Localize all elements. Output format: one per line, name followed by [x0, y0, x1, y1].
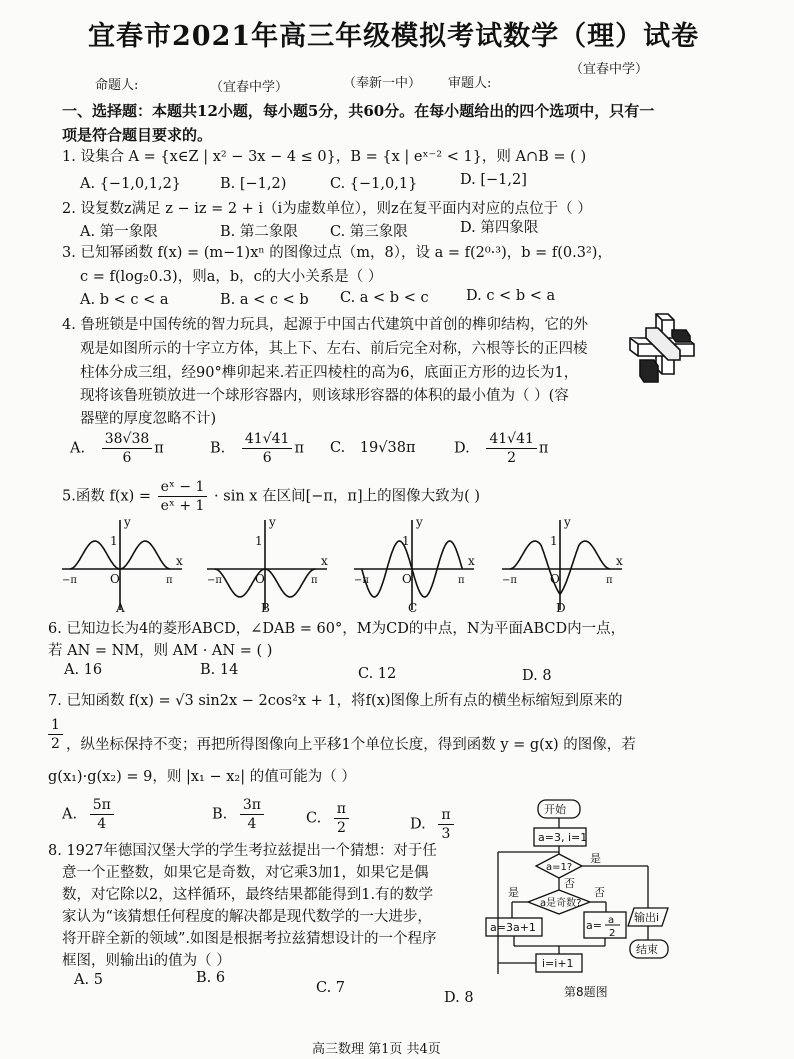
- flow-caption: 第8题图: [564, 985, 608, 999]
- graph-pos-pi-label: π: [458, 575, 465, 586]
- page-title: 宜春市2021年高三年级模拟考试数学（理）试卷: [88, 21, 700, 52]
- q2-option-c: C. 第三象限: [330, 224, 408, 240]
- graph-neg-pi-label: −π: [354, 575, 369, 586]
- q6-option-d: D. 8: [522, 668, 552, 684]
- question-4-line-4: 现将该鲁班锁放进一个球形容器内，则该球形容器的体积的最小值为（ ）(容: [80, 388, 569, 404]
- flow-output-label: 输出i: [634, 911, 660, 924]
- graph-pos-pi-label: π: [311, 575, 318, 586]
- q3-option-d: D. c < b < a: [466, 288, 556, 304]
- graph-pos-pi-label: π: [606, 575, 613, 586]
- luban-lock-figure: [628, 312, 698, 384]
- q1-option-a: A. {−1,0,1,2}: [80, 176, 182, 192]
- q3-option-c: C. a < b < c: [340, 290, 429, 306]
- question-5: 5.函数 f(x) = $\frac{\text{eˣ − 1}}{\text{eˣ + 1}}$ · sin x 在区间[−π，π]上的图像大致为( ): [62, 479, 481, 514]
- question-8-line-4: 家认为“该猜想任何程度的解决都是现代数学的一大进步，: [62, 909, 432, 925]
- graph-origin-label: O: [110, 572, 120, 586]
- graph-x-label: x: [468, 554, 475, 568]
- graph-tick-one: 1: [110, 534, 118, 548]
- graph-option-label: D: [556, 601, 566, 615]
- graph-neg-pi-label: −π: [62, 575, 77, 586]
- question-4-line-1: 4. 鲁班锁是中国传统的智力玩具，起源于中国古代建筑中首创的榫卯结构，它的外: [62, 317, 588, 333]
- graph-origin-label: O: [402, 572, 412, 586]
- q7-option-d: D. $\frac{\pi}{3}$: [410, 806, 456, 843]
- question-3: 3. 已知幂函数 f(x) = (m−1)xⁿ 的图像过点（m，8），设 a = f(2⁰·³)，b = f(0.3²)，: [62, 245, 612, 261]
- question-4-line-3: 柱体分成三组，经90°榫卯起来.若正四棱柱的高为6，底面正方形的边长为1，: [80, 365, 579, 381]
- question-7-cont-2: g(x₁)·g(x₂) = 9，则 |x₁ − x₂| 的值可能为（ ）: [48, 769, 356, 785]
- graph-x-label: x: [176, 554, 183, 568]
- section-heading: 一、选择题：本题共12小题，每小题5分，共60分。在每小题给出的四个选项中，只有一: [62, 102, 655, 120]
- question-6: 6. 已知边长为4的菱形ABCD，∠DAB = 60°，M为CD的中点，N为平面ABCD内一点，: [48, 621, 626, 637]
- question-4-line-2: 观是如图所示的十字立方体，其上下、左右、前后完全对称，六根等长的正四棱: [80, 341, 588, 357]
- graph-tick-one: 1: [255, 534, 263, 548]
- flow-end-label: 结束: [636, 943, 658, 956]
- q8-option-a: A. 5: [74, 972, 103, 988]
- q6-option-b: B. 14: [200, 662, 239, 678]
- q1-option-c: C. {−1,0,1}: [330, 176, 418, 192]
- proposer-school-2: （奉新一中）: [343, 76, 422, 91]
- q8-option-b: B. 6: [196, 970, 226, 986]
- flow-yes-label-2: 是: [508, 886, 519, 899]
- graph-origin-label: O: [255, 572, 265, 586]
- q8-option-c: C. 7: [316, 980, 346, 996]
- page-footer: 高三数理 第1页 共4页: [312, 1042, 441, 1057]
- flow-even-label: a=: [586, 919, 602, 932]
- flow-cond2-label: a是奇数?: [540, 898, 582, 909]
- q1-option-d: D. [−1,2]: [460, 172, 527, 188]
- q7-option-b: B. $\frac{3\pi}{4}$: [212, 796, 266, 833]
- q7-option-c: C. $\frac{\pi}{2}$: [306, 800, 351, 837]
- question-8-line-3: 数，对它除以2，这样循环，最终结果都能得到1.有的数学: [62, 887, 434, 903]
- graph-origin-label: O: [550, 572, 560, 586]
- question-4-line-5: 器壁的厚度忽略不计): [80, 411, 217, 427]
- q5-graphs: [60, 514, 710, 616]
- q3-option-a: A. b < c < a: [80, 292, 169, 308]
- graph-y-label: y: [124, 515, 131, 529]
- graph-y-label: y: [416, 515, 423, 529]
- flow-no-label-1: 否: [564, 877, 575, 890]
- q4-option-c: C. 19√38π: [330, 440, 416, 456]
- graph-pos-pi-label: π: [166, 575, 173, 586]
- question-6-cont: 若 AN = NM，则 AM · AN = ( ): [48, 643, 273, 659]
- q3-option-b: B. a < c < b: [220, 292, 309, 308]
- graph-neg-pi-label: −π: [502, 575, 517, 586]
- q4-option-a: A. $\frac{38√38}{6}$ π: [70, 431, 164, 466]
- question-8-line-2: 意一个正整数，如果它是奇数，对它乘3加1，如果它是偶: [62, 865, 429, 881]
- q8-flowchart: [478, 796, 694, 1006]
- q2-option-b: B. 第二象限: [220, 224, 298, 240]
- flow-incr-label: i=i+1: [542, 957, 574, 970]
- flow-start-label: 开始: [544, 803, 566, 816]
- q4-option-b: B. $\frac{41√41}{6}$ π: [210, 431, 304, 466]
- question-8-line-6: 框图，则输出i的值为（ ）: [62, 953, 231, 969]
- graph-y-label: y: [269, 515, 276, 529]
- question-7-cont: ，纵坐标保持不变；再把所得图像向上平移1个单位长度，得到函数 y = g(x) 的图像，若: [66, 737, 636, 753]
- graph-tick-one: 1: [402, 534, 410, 548]
- proposer-label: 命题人:: [95, 78, 139, 93]
- question-8-line-5: 将开辟全新的领域”.如图是根据考拉兹猜想设计的一个程序: [62, 931, 437, 947]
- flow-no-label-2: 否: [594, 886, 605, 899]
- q2-option-a: A. 第一象限: [80, 224, 158, 240]
- graph-neg-pi-label: −π: [207, 575, 222, 586]
- graph-option-label: C: [408, 601, 418, 615]
- flow-yes-label-1: 是: [590, 852, 601, 865]
- q2-option-d: D. 第四象限: [460, 220, 539, 236]
- section-heading-cont: 项是符合题目要求的。: [62, 126, 213, 144]
- flow-even-num: a: [608, 915, 615, 926]
- graph-x-label: x: [321, 554, 328, 568]
- q1-option-b: B. [−1,2): [220, 176, 287, 192]
- flow-init-label: a=3, i=1: [538, 831, 588, 844]
- flow-cond1-label: a=1?: [546, 862, 573, 873]
- graph-y-label: y: [564, 515, 571, 529]
- proposer-school-1: （宜春中学）: [210, 80, 289, 95]
- q4-option-d: D. $\frac{41√41}{2}$ π: [454, 431, 549, 466]
- q6-option-c: C. 12: [358, 666, 397, 682]
- graph-option-label: A: [116, 601, 125, 615]
- flow-odd-label: a=3a+1: [490, 921, 536, 934]
- question-1: 1. 设集合 A = {x∈Z | x² − 3x − 4 ≤ 0}，B = {x | eˣ⁻² < 1}，则 A∩B = ( ): [62, 149, 587, 165]
- q6-option-a: A. 16: [64, 662, 103, 678]
- q7-option-a: A. $\frac{5\pi}{4}$: [62, 796, 116, 833]
- reviewer-school: （宜春中学）: [570, 62, 649, 77]
- question-2: 2. 设复数z满足 z − iz = 2 + i（i为虚数单位），则z在复平面内对应的点位于（ ）: [62, 201, 592, 217]
- q8-option-d: D. 8: [444, 990, 474, 1006]
- question-7-frac: $\frac{1}{2}$: [46, 716, 65, 753]
- graph-tick-one: 1: [550, 534, 558, 548]
- flow-even-den: 2: [609, 928, 616, 939]
- reviewer-label: 审题人:: [448, 76, 492, 91]
- question-8-line-1: 8. 1927年德国汉堡大学的学生考拉兹提出一个猜想：对于任: [48, 843, 437, 859]
- question-7: 7. 已知函数 f(x) = √3 sin2x − 2cos²x + 1，将f(x)图像上所有点的横坐标缩短到原来的: [48, 693, 623, 709]
- question-3-cont: c = f(log₂0.3)，则a，b，c的大小关系是（ ）: [80, 269, 383, 285]
- graph-x-label: x: [616, 554, 623, 568]
- graph-option-label: B: [261, 601, 270, 615]
